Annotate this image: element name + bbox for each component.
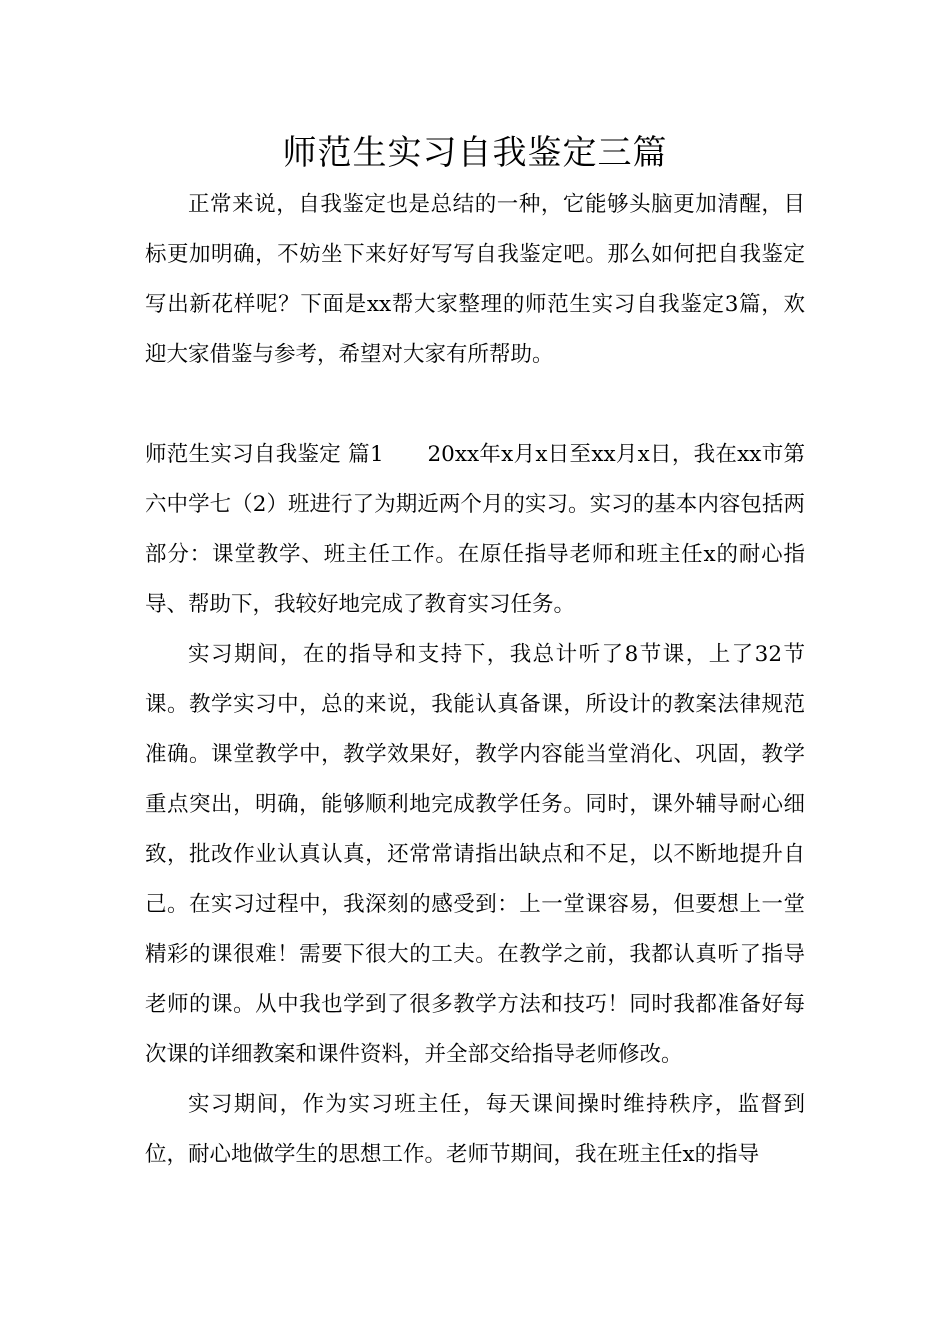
section-1-paragraph bbox=[145, 430, 805, 630]
section-1-heading: 师范生实习自我鉴定 篇1 bbox=[145, 442, 428, 467]
body-paragraph-2: 实习期间，作为实习班主任，每天课间操时维持秩序，监督到位，耐心地做学生的思想工作。老师节期间，我在班主任x的指导 bbox=[145, 1092, 805, 1167]
blank-line bbox=[145, 380, 805, 430]
document-title: 师范生实习自我鉴定三篇 bbox=[282, 133, 668, 173]
section-1-text: 20xx年x月x日至xx月x日，我在xx市第六中学七（2）班进行了为期近两个月的实习。实习的基本内容包括两部分：课堂教学、班主任工作。在原任指导老师和班主任x的耐心指导、帮助下，我较好地完成了教育实习任务。 bbox=[145, 442, 805, 617]
document-body bbox=[145, 126, 805, 1180]
intro-paragraph: 正常来说，自我鉴定也是总结的一种，它能够头脑更加清醒，目标更加明确，不妨坐下来好好写写自我鉴定吧。那么如何把自我鉴定写出新花样呢？下面是xx帮大家整理的师范生实习自我鉴定3篇，欢迎大家借鉴与参考，希望对大家有所帮助。 bbox=[145, 192, 805, 367]
body-paragraph-1: 实习期间，在的指导和支持下，我总计听了8节课，上了32节课。教学实习中，总的来说，我能认真备课，所设计的教案法律规范准确。课堂教学中，教学效果好，教学内容能当堂消化、巩固，教学重点突出，明确，能够顺利地完成教学任务。同时，课外辅导耐心细致，批改作业认真认真，还常常请指出缺点和不足，以不断地提升自己。在实习过程中，我深刻的感受到：上一堂课容易，但要想上一堂精彩的课很难！需要下很大的工夫。在教学之前，我都认真听了指导老师的课。从中我也学到了很多教学方法和技巧！同时我都准备好每次课的详细教案和课件资料，并全部交给指导老师修改。 bbox=[145, 642, 805, 1067]
